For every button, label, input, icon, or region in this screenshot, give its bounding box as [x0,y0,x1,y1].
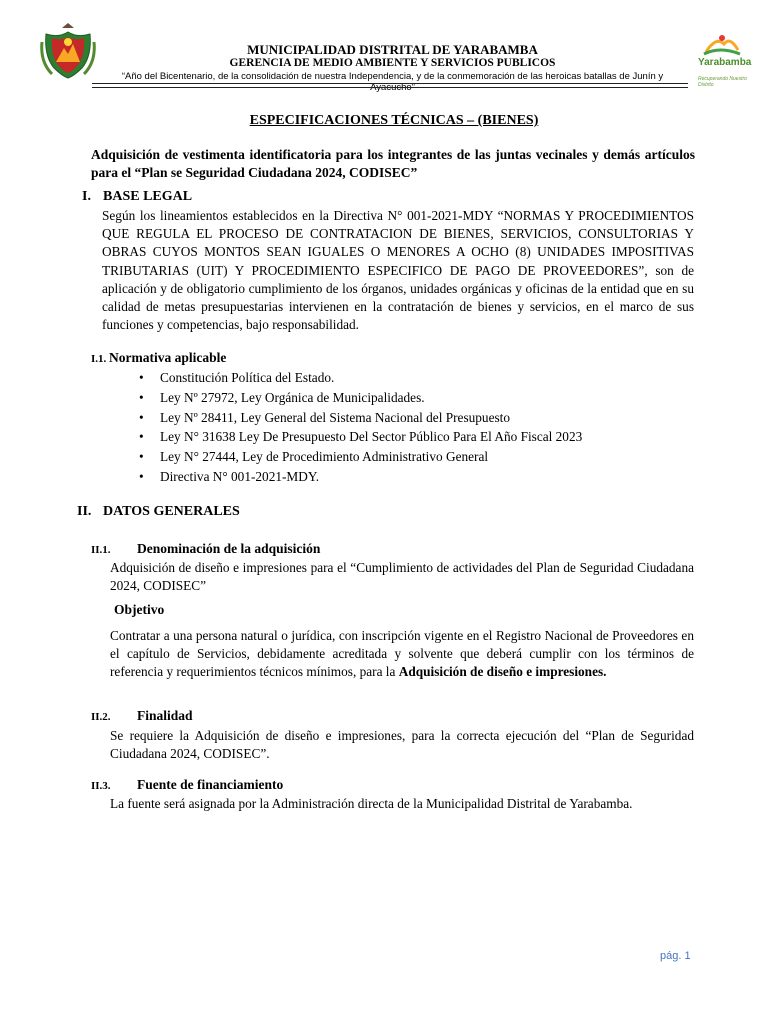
subsection-2-2-number: II.2. [91,711,111,723]
subsection-2-1-number: II.1. [91,544,111,556]
objective-highlight: Adquisición de diseño e impresiones. [398,664,607,680]
document-title: ESPECIFICACIONES TÉCNICAS – (BIENES) [249,113,539,128]
list-item: • Constitución Política del Estado. [137,368,582,388]
bullet-icon: • [139,449,144,465]
acquisition-description: Adquisición de diseño e impresiones para el “Cumplimiento de actividades del Plan de Seguridad Ciudadana 2024, CODISEC” [110,560,694,594]
page-number: pág. 1 [660,950,691,962]
section-1-text: Según los lineamientos establecidos en la Directiva N° 001-2021-MDY “NORMAS Y PROCEDIMIENTOS QUE REGULA EL PROCESO DE CONTRATACION DE BIENES, SERVICIOS, CONSULTORIAS Y OBRAS CUYOS MONTOS SEAN IGUALES O MENORES A OCHO (8) UNIDADES IMPOSITIVAS TRIBUTARIAS (UIT) Y PROCEDIMIENTO ESPECIFICO DE PAGO DE PROVEEDORES”, son de aplicación y de obligatorio cumplimiento de los órganos, unidades orgánicas y oficinas de la entidad que en su calidad de metas presupuestarias intervienen en la contratación de bienes y servicios, en el marco de sus funciones y competencias, bajo responsabilidad. [102,208,694,333]
section-1-title: BASE LEGAL [103,189,193,204]
bullet-icon: • [139,409,144,425]
subsection-2-2-title: Finalidad [137,708,193,723]
legal-norms-list [137,368,582,487]
list-item: • Ley N° 27444, Ley de Procedimiento Administrativo General [137,447,582,467]
municipal-coat-of-arms-logo [40,22,96,80]
objective-text: Contratar a una persona natural o jurídica, con inscripción vigente en el Registro Nacional de Proveedores en el capítulo de Servicios, debidamente acreditada y solvente que deberá cumplir con los términos de referencia y requerimientos técnicos mínimos, para la Adquisición de diseño e impresiones. [110,628,694,680]
subsection-1-1-number: I.1. [91,353,107,365]
header-divider [92,83,688,88]
procurement-subject: Adquisición de vestimenta identificatoria para los integrantes de las juntas vecinales y demás artículos para el “Plan se Seguridad Ciudadana 2024, CODISEC” [91,147,695,181]
section-2-title: DATOS GENERALES [103,504,240,519]
year-motto: “Año del Bicentenario, de la consolidación de nuestra Independencia, y de la conmemoración de las heroicas batallas de Junín y Ayacucho” [121,71,664,93]
subsection-2-1-title: Denominación de la adquisición [137,541,321,556]
section-1-number: I. [82,189,91,204]
document-header [0,18,768,98]
subsection-1-1-title: Normativa aplicable [109,350,227,365]
section-2-number: II. [77,504,92,519]
brand-tagline: Recuperando Nuestro Distrito [698,76,747,88]
subsection-2-3-title: Fuente de financiamiento [137,777,284,792]
bullet-icon: • [139,468,144,484]
list-item: • Ley Nº 28411, Ley General del Sistema Nacional del Presupuesto [137,408,582,428]
bullet-icon: • [139,429,144,445]
yarabamba-brand-logo [692,32,756,88]
bullet-icon: • [139,370,144,385]
list-item: • Ley N° 31638 Ley De Presupuesto Del Sector Público Para El Año Fiscal 2023 [137,427,582,447]
brand-name: Yarabamba [698,57,752,68]
funding-text: La fuente será asignada por la Administración directa de la Municipalidad Distrital de Yarabamba. [110,796,633,811]
department-name: GERENCIA DE MEDIO AMBIENTE Y SERVICIOS PUBLICOS [229,57,556,69]
bullet-icon: • [139,389,144,405]
objective-title: Objetivo [114,602,165,617]
list-item: • Directiva N° 001-2021-MDY. [137,467,582,487]
purpose-text: Se requiere la Adquisición de diseño e impresiones, para la correcta ejecución del “Plan de Seguridad Ciudadana 2024, CODISEC”. [110,728,694,762]
municipality-name: MUNICIPALIDAD DISTRITAL DE YARABAMBA [247,42,538,57]
list-item: • Ley Nº 27972, Ley Orgánica de Municipalidades. [137,388,582,408]
subsection-2-3-number: II.3. [91,780,111,792]
